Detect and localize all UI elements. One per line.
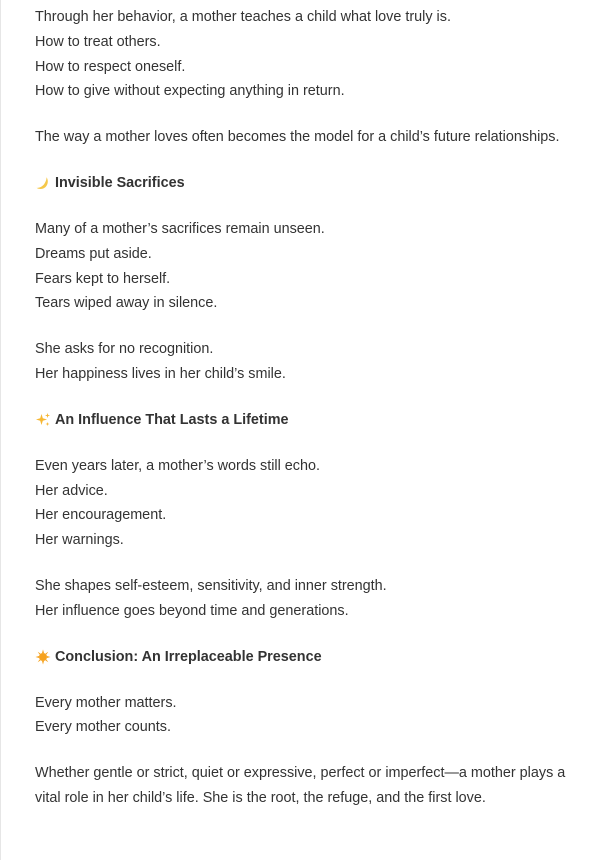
text-line: Fears kept to herself.	[35, 270, 171, 287]
text-line: Many of a mother’s sacrifices remain unseen.	[35, 220, 325, 237]
paragraph-love-model	[35, 5, 575, 104]
text-line: Tears wiped away in silence.	[35, 295, 218, 312]
heading-text: Conclusion: An Irreplaceable Presence	[55, 648, 322, 665]
text-line: She shapes self-esteem, sensitivity, and inner strength.	[35, 577, 387, 594]
text-line: Her warnings.	[35, 532, 124, 549]
text-line: The way a mother loves often becomes the model for a child’s future relationships.	[35, 129, 560, 146]
heading-invisible-sacrifices	[35, 171, 575, 196]
text-line: Her encouragement.	[35, 507, 167, 524]
paragraph-every-mother	[35, 691, 575, 741]
paragraph-relationships	[35, 125, 575, 150]
heading-text: Invisible Sacrifices	[55, 174, 185, 191]
text-line: How to treat others.	[35, 33, 161, 50]
sun-icon	[35, 649, 51, 665]
text-line: Even years later, a mother’s words still echo.	[35, 457, 321, 474]
heading-lifetime-influence	[35, 408, 575, 433]
page-left-border	[0, 0, 1, 860]
paragraph-sacrifices	[35, 217, 575, 316]
text-line: Her advice.	[35, 482, 108, 499]
text-line: She asks for no recognition.	[35, 341, 214, 358]
crescent-moon-icon	[35, 175, 51, 191]
text-line: Whether gentle or strict, quiet or expressive, perfect or imperfect—a mother plays a vital role in her child’s life. She is the root, the refuge, and the first love.	[35, 765, 566, 806]
text-line: How to respect oneself.	[35, 58, 186, 75]
article-body	[35, 5, 575, 832]
text-line: How to give without expecting anything in return.	[35, 83, 345, 100]
text-line: Dreams put aside.	[35, 245, 152, 262]
heading-text: An Influence That Lasts a Lifetime	[55, 411, 289, 428]
sparkles-icon	[35, 412, 51, 428]
paragraph-closing	[35, 761, 575, 811]
text-line: Every mother matters.	[35, 694, 177, 711]
text-line: Through her behavior, a mother teaches a child what love truly is.	[35, 9, 451, 25]
heading-conclusion	[35, 645, 575, 670]
paragraph-shapes	[35, 574, 575, 624]
text-line: Her influence goes beyond time and generations.	[35, 602, 349, 619]
paragraph-echo	[35, 454, 575, 553]
text-line: Every mother counts.	[35, 719, 171, 736]
paragraph-recognition	[35, 337, 575, 387]
text-line: Her happiness lives in her child’s smile.	[35, 365, 286, 382]
